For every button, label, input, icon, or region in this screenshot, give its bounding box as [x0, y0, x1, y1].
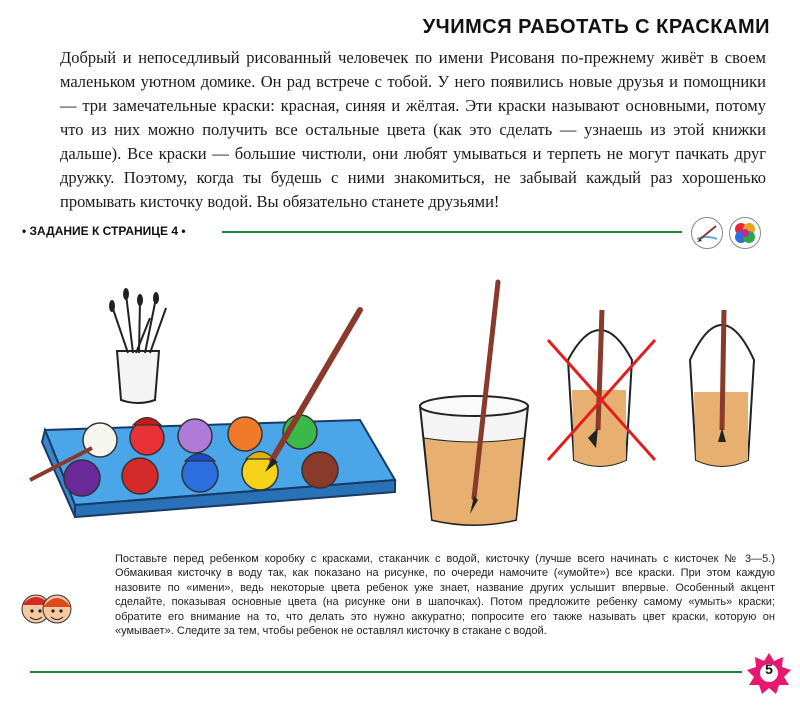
- kids-icon: [18, 585, 74, 631]
- paint-box: [30, 310, 395, 517]
- bottom-divider: [30, 671, 742, 673]
- illustration: [0, 270, 800, 540]
- paint-brown: [302, 452, 338, 488]
- color-palette-icon: [729, 217, 761, 249]
- brush-in-water-icon: [691, 217, 723, 249]
- wrong-brush-position: [548, 310, 655, 466]
- paint-orange: [228, 417, 262, 451]
- paint-red: [130, 421, 164, 455]
- brush-cup: [109, 288, 166, 403]
- task-label: • ЗАДАНИЕ К СТРАНИЦЕ 4 •: [22, 224, 194, 238]
- paint-red-2: [122, 458, 158, 494]
- correct-brush-position: [690, 310, 754, 466]
- paint-violet: [178, 419, 212, 453]
- page-number: 5: [765, 661, 773, 677]
- task-header: [22, 224, 682, 242]
- water-glass: [420, 282, 528, 525]
- paint-purple: [64, 460, 100, 496]
- task-divider: [222, 231, 682, 233]
- intro-paragraph: Добрый и непоседливый рисованный человечек по имени Рисованя по-прежнему живёт в своем маленьком уютном домике. Он рад встрече с тобой. У него появились новые друзья и помощники — три замечательные краски: красная, синяя и жёлтая. Эти краски называют основными, потому что из них можно получить все остальные цвета (как это сделать — узнаешь из этой книжки дальше). Все краски — большие чистюли, они любят умываться и терпеть не могут пачкать друг дружку. Поэтому, когда ты будешь с ними знакомиться, не забывай каждый раз хорошенько промывать кисточку водой. Вы обязательно станете друзьями!: [60, 48, 766, 211]
- parent-note: Поставьте перед ребенком коробку с красками, стаканчик с водой, кисточку (лучше всего начинать с кисточек № 3—5.) Обмакивая кисточку в воду так, как показано на рисунке, по очереди намочите («умойте») все краски. При этом каждую назовите по «имени», ведь некоторые цвета ребенок уже знает, название других услышит впервые. Особенный акцент сделайте, показывая основные цвета (на рисунке они в шапочках). Потом предложите ребенку самому «умыть» краски; обратите его внимание на то, что делать это нужно аккуратно; попросите его также называть цвет краски, которую он «умывает». Следите за тем, чтобы ребенок не оставлял кисточку в стакане с водой.: [115, 553, 775, 638]
- page-title: УЧИМСЯ РАБОТАТЬ С КРАСКАМИ: [422, 16, 770, 38]
